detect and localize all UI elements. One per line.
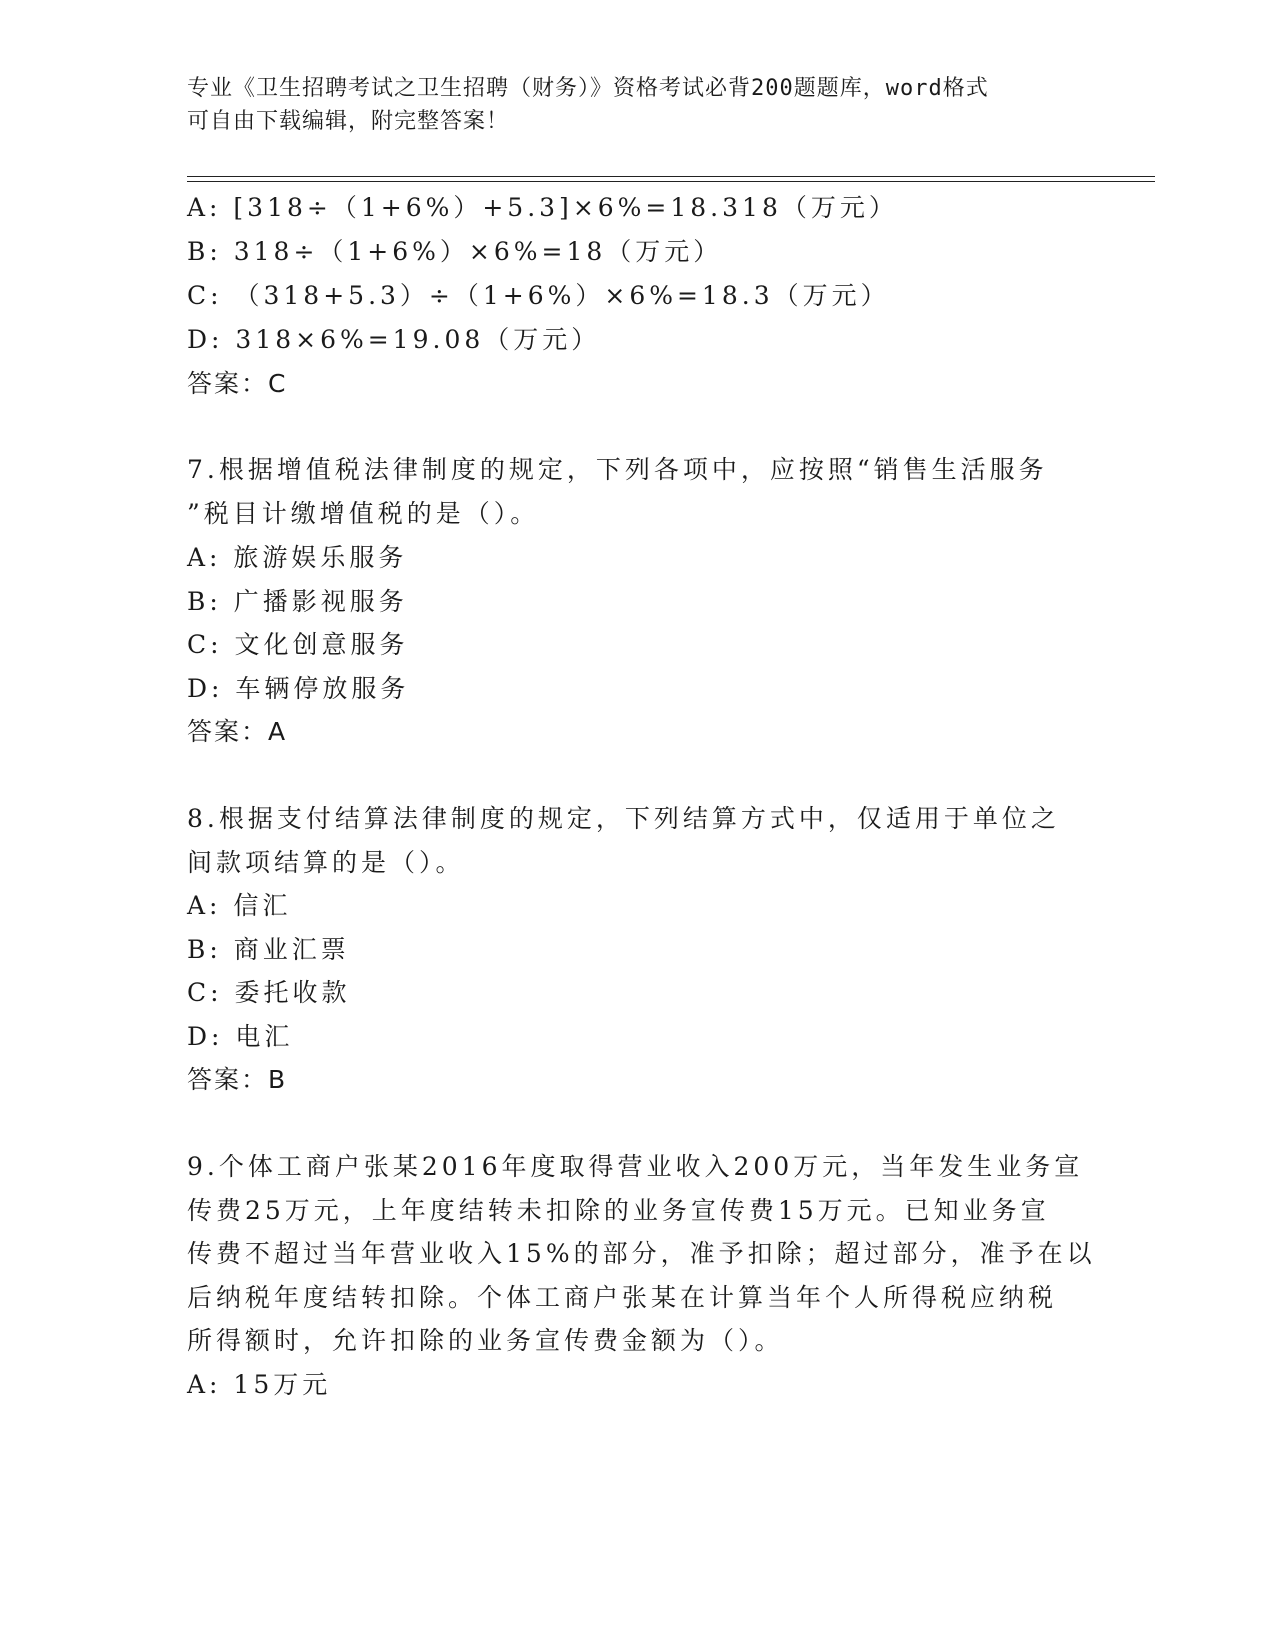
q7-option-d: D: 车辆停放服务 xyxy=(187,674,410,703)
q7-option-c: C: 文化创意服务 xyxy=(187,630,409,659)
q8-answer: 答案：B xyxy=(187,1065,288,1094)
q9-stem-line-3: 传费不超过当年营业收入15%的部分，准予扣除；超过部分，准予在以 xyxy=(187,1239,1096,1268)
q6-option-d: D: 318×6%=19.08（万元） xyxy=(187,325,601,354)
q8-option-a: A: 信汇 xyxy=(187,891,292,920)
q8-option-c: C: 委托收款 xyxy=(187,978,351,1007)
q6-option-c: C: （318+5.3）÷（1+6%）×6%=18.3（万元） xyxy=(187,281,890,310)
q8-stem-line-1: 8.根据支付结算法律制度的规定，下列结算方式中，仅适用于单位之 xyxy=(187,804,1060,833)
q9-stem-line-2: 传费25万元，上年度结转未扣除的业务宣传费15万元。已知业务宣 xyxy=(187,1196,1050,1225)
header-line-1: 专业《卫生招聘考试之卫生招聘（财务）》资格考试必背200题题库，word格式 xyxy=(187,76,989,101)
q7-answer: 答案：A xyxy=(187,717,288,746)
q6-answer: 答案：C xyxy=(187,369,288,398)
q8-option-b: B: 商业汇票 xyxy=(187,935,350,964)
q6-option-a: A: [318÷（1+6%）+5.3]×6%=18.318（万元） xyxy=(187,193,898,222)
q7-stem-line-1: 7.根据增值税法律制度的规定，下列各项中，应按照“销售生活服务 xyxy=(187,455,1048,484)
q9-option-a: A: 15万元 xyxy=(187,1370,332,1399)
q9-stem-line-5: 所得额时，允许扣除的业务宣传费金额为（）。 xyxy=(187,1326,784,1355)
q7-option-b: B: 广播影视服务 xyxy=(187,587,408,616)
q8-option-d: D: 电汇 xyxy=(187,1022,294,1051)
document-header xyxy=(187,72,1087,138)
header-divider-top xyxy=(187,176,1155,177)
header-divider-bottom xyxy=(187,181,1155,182)
header-line-2: 可自由下载编辑，附完整答案！ xyxy=(187,109,510,134)
q6-option-b: B: 318÷（1+6%）×6%=18（万元） xyxy=(187,237,723,266)
q9-stem-line-1: 9.个体工商户张某2016年度取得营业收入200万元，当年发生业务宣 xyxy=(187,1152,1084,1181)
q8-stem-line-2: 间款项结算的是（）。 xyxy=(187,848,465,877)
q7-stem-line-2: ”税目计缴增值税的是（）。 xyxy=(187,499,540,528)
q7-option-a: A: 旅游娱乐服务 xyxy=(187,543,408,572)
q9-stem-line-4: 后纳税年度结转扣除。个体工商户张某在计算当年个人所得税应纳税 xyxy=(187,1283,1058,1312)
